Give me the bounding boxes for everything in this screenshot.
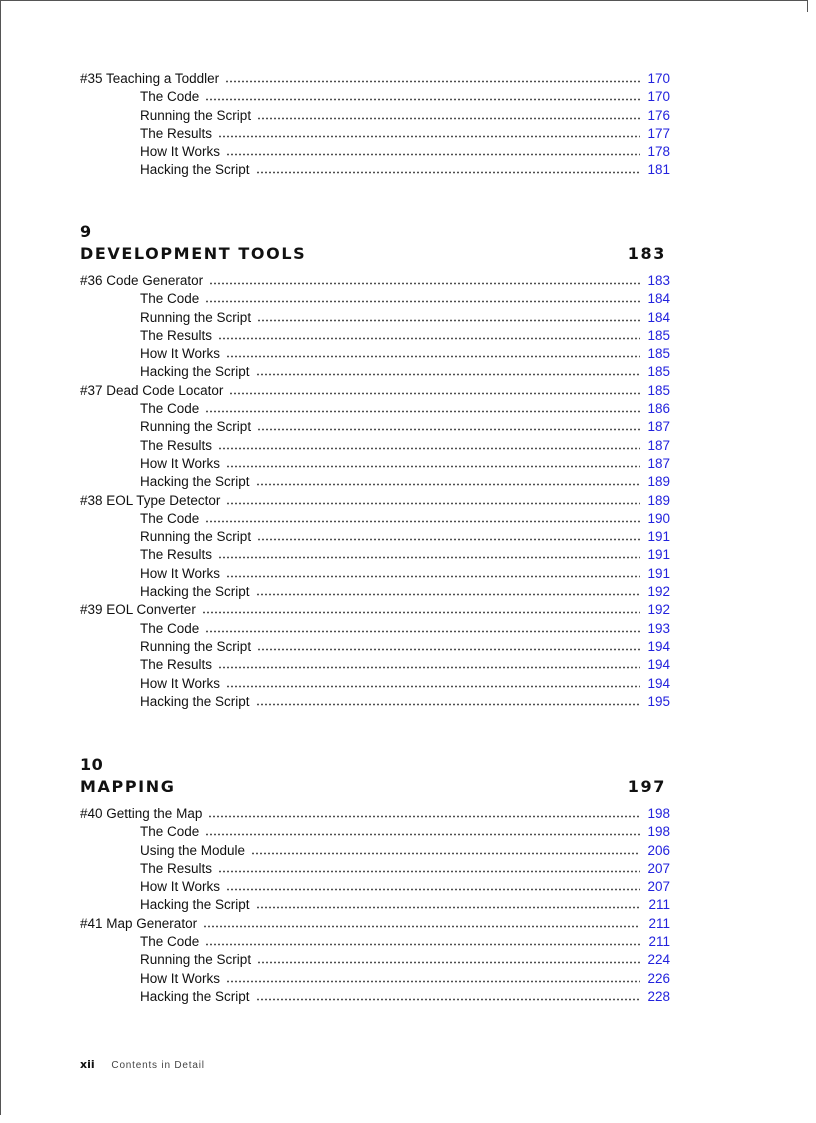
entry-title: The Results	[140, 125, 213, 141]
toc-subentry[interactable]	[80, 125, 670, 143]
entry-title: The Results	[140, 547, 213, 563]
entry-title: The Results	[140, 860, 213, 876]
toc-entry[interactable]	[80, 70, 670, 88]
chapter-entries	[80, 272, 670, 711]
entry-page-number: 211	[648, 915, 670, 931]
dot-leader	[257, 639, 640, 651]
dot-leader	[226, 676, 640, 688]
toc-entry[interactable]	[80, 601, 670, 619]
chapter-entries	[80, 805, 670, 1006]
entry-title: The Code	[140, 620, 200, 636]
entry-page-number: 177	[647, 125, 670, 141]
dot-leader	[226, 144, 640, 156]
chapter-section-10	[80, 755, 670, 1006]
entry-title: Running the Script	[140, 952, 252, 968]
toc-subentry[interactable]	[80, 473, 670, 491]
toc-subentry[interactable]	[80, 988, 670, 1006]
toc-subentry[interactable]	[80, 860, 670, 878]
entry-page-number: 207	[647, 879, 670, 895]
entry-title: How It Works	[140, 455, 221, 471]
toc-subentry[interactable]	[80, 418, 670, 436]
page-border-left	[0, 0, 1, 1115]
page-border-top	[0, 0, 808, 1]
entry-page-number: 226	[647, 970, 670, 986]
toc-subentry[interactable]	[80, 546, 670, 564]
toc-subentry[interactable]	[80, 933, 670, 951]
dot-leader	[226, 346, 640, 358]
entry-title: Hacking the Script	[140, 364, 250, 380]
dot-leader	[202, 602, 640, 614]
entry-title: Running the Script	[140, 529, 252, 545]
page-footer	[80, 1058, 205, 1071]
dot-leader	[226, 456, 640, 468]
toc-subentry[interactable]	[80, 455, 670, 473]
toc-subentry[interactable]	[80, 345, 670, 363]
entry-title: Running the Script	[140, 107, 252, 123]
entry-page-number: 198	[647, 806, 670, 821]
dot-leader	[205, 824, 640, 836]
entry-page-number: 187	[647, 455, 670, 471]
toc-subentry[interactable]	[80, 565, 670, 583]
entry-title: Running the Script	[140, 309, 252, 325]
entry-page-number: 187	[647, 437, 670, 453]
dot-leader	[256, 474, 640, 486]
dot-leader	[226, 493, 640, 505]
entry-page-number: 183	[647, 273, 670, 288]
chapter-page-number: 183	[627, 244, 666, 263]
dot-leader	[257, 952, 640, 964]
entry-page-number: 186	[647, 401, 670, 417]
entry-title: #39 EOL Converter	[80, 602, 196, 618]
entry-page-number: 194	[647, 657, 670, 673]
dot-leader	[226, 971, 640, 983]
entry-page-number: 184	[647, 291, 670, 307]
page-border-right	[807, 0, 808, 12]
toc-subentry[interactable]	[80, 363, 670, 381]
entry-page-number: 211	[648, 897, 670, 913]
chapter-heading[interactable]	[80, 775, 670, 799]
toc-subentry[interactable]	[80, 638, 670, 656]
entry-title: Using the Module	[140, 842, 246, 858]
dot-leader	[205, 401, 640, 413]
entry-page-number: 185	[647, 346, 670, 362]
entry-page-number: 224	[647, 952, 670, 968]
dot-leader	[208, 806, 640, 818]
dot-leader	[256, 897, 640, 909]
entry-title: #40 Getting the Map	[80, 806, 203, 821]
entry-page-number: 189	[647, 474, 670, 490]
toc-subentry[interactable]	[80, 143, 670, 161]
dot-leader	[225, 71, 640, 83]
toc-subentry[interactable]	[80, 823, 670, 841]
dot-leader	[229, 383, 640, 395]
entry-title: The Results	[140, 437, 213, 453]
dot-leader	[218, 328, 640, 340]
dot-leader	[205, 291, 640, 303]
entry-title: Hacking the Script	[140, 162, 250, 178]
entry-title: The Code	[140, 89, 200, 105]
toc-subentry[interactable]	[80, 327, 670, 345]
dot-leader	[256, 364, 640, 376]
toc-entry[interactable]	[80, 492, 670, 510]
entry-title: Running the Script	[140, 638, 252, 654]
entry-title: The Code	[140, 401, 200, 417]
dot-leader	[209, 273, 640, 285]
dot-leader	[251, 843, 640, 855]
toc-subentry[interactable]	[80, 896, 670, 914]
entry-page-number: 185	[647, 382, 670, 398]
entry-title: The Code	[140, 291, 200, 307]
toc-subentry[interactable]	[80, 528, 670, 546]
toc-subentry[interactable]	[80, 400, 670, 418]
dot-leader	[218, 547, 640, 559]
entry-page-number: 187	[647, 419, 670, 435]
entry-page-number: 181	[647, 162, 670, 178]
entry-page-number: 170	[647, 71, 670, 86]
entry-page-number: 185	[647, 327, 670, 343]
entry-page-number: 194	[647, 675, 670, 691]
toc-subentry[interactable]	[80, 878, 670, 896]
dot-leader	[226, 879, 640, 891]
entry-page-number: 193	[647, 620, 670, 636]
toc-subentry[interactable]	[80, 675, 670, 693]
entry-page-number: 192	[647, 584, 670, 600]
entry-title: How It Works	[140, 565, 221, 581]
entry-page-number: 206	[647, 842, 670, 858]
entry-title: How It Works	[140, 879, 221, 895]
toc-subentry[interactable]	[80, 970, 670, 988]
toc-subentry[interactable]	[80, 693, 670, 711]
toc-entry[interactable]	[80, 382, 670, 400]
entry-title: The Code	[140, 510, 200, 526]
entry-title: The Results	[140, 327, 213, 343]
running-title: Contents in Detail	[111, 1060, 205, 1071]
entry-title: Hacking the Script	[140, 584, 250, 600]
toc-entry[interactable]	[80, 805, 670, 823]
entry-title: #35 Teaching a Toddler	[80, 71, 220, 86]
entry-title: The Results	[140, 657, 213, 673]
entry-page-number: 192	[647, 602, 670, 618]
chapter-number: 10	[80, 755, 104, 774]
entry-page-number: 178	[647, 144, 670, 160]
entry-title: How It Works	[140, 346, 221, 362]
toc-subentry[interactable]	[80, 510, 670, 528]
dot-leader	[256, 989, 640, 1001]
dot-leader	[256, 584, 640, 596]
entry-page-number: 190	[647, 510, 670, 526]
dot-leader	[256, 694, 640, 706]
toc-subentry[interactable]	[80, 309, 670, 327]
toc-subentry[interactable]	[80, 437, 670, 455]
entry-page-number: 189	[647, 492, 670, 508]
dot-leader	[218, 126, 640, 138]
entry-page-number: 176	[647, 107, 670, 123]
entry-title: How It Works	[140, 144, 221, 160]
chapter-title: MAPPING	[80, 777, 176, 796]
chapter-heading[interactable]	[80, 242, 670, 266]
chapter-section-9	[80, 222, 670, 711]
entry-page-number: 194	[647, 638, 670, 654]
entry-title: #37 Dead Code Locator	[80, 382, 224, 398]
dot-leader	[256, 162, 640, 174]
dot-leader	[203, 916, 640, 928]
entry-page-number: 170	[647, 89, 670, 105]
toc-subentry[interactable]	[80, 842, 670, 860]
toc-subentry[interactable]	[80, 583, 670, 601]
entry-page-number: 185	[647, 364, 670, 380]
toc-subentry[interactable]	[80, 951, 670, 969]
entry-title: Running the Script	[140, 419, 252, 435]
entry-page-number: 207	[647, 860, 670, 876]
entry-title: How It Works	[140, 675, 221, 691]
chapter-number: 9	[80, 222, 92, 241]
dot-leader	[257, 529, 640, 541]
dot-leader	[257, 419, 640, 431]
dot-leader	[205, 621, 640, 633]
entry-title: #41 Map Generator	[80, 915, 198, 931]
toc-subentry[interactable]	[80, 88, 670, 106]
toc-subentry[interactable]	[80, 107, 670, 125]
dot-leader	[205, 934, 640, 946]
entry-page-number: 191	[647, 529, 670, 545]
entry-title: Hacking the Script	[140, 988, 250, 1004]
entry-title: Hacking the Script	[140, 474, 250, 490]
entry-page-number: 184	[647, 309, 670, 325]
entry-title: The Code	[140, 824, 200, 840]
entry-title: Hacking the Script	[140, 693, 250, 709]
entry-title: #36 Code Generator	[80, 273, 204, 288]
entry-page-number: 198	[647, 824, 670, 840]
dot-leader	[218, 861, 640, 873]
toc-entry[interactable]	[80, 272, 670, 290]
page-folio: xii	[80, 1058, 95, 1071]
toc-continued-section	[80, 70, 670, 180]
chapter-title: DEVELOPMENT TOOLS	[80, 244, 307, 263]
entry-page-number: 191	[647, 547, 670, 563]
toc-entry[interactable]	[80, 915, 670, 933]
dot-leader	[205, 511, 640, 523]
entry-page-number: 191	[647, 565, 670, 581]
entry-page-number: 228	[647, 988, 670, 1004]
toc-subentry[interactable]	[80, 656, 670, 674]
dot-leader	[257, 108, 640, 120]
dot-leader	[218, 438, 640, 450]
dot-leader	[218, 657, 640, 669]
dot-leader	[226, 566, 640, 578]
dot-leader	[205, 89, 640, 101]
entry-title: How It Works	[140, 970, 221, 986]
entry-page-number: 211	[648, 934, 670, 950]
toc-subentry[interactable]	[80, 290, 670, 308]
toc-subentry[interactable]	[80, 620, 670, 638]
entry-title: #38 EOL Type Detector	[80, 492, 221, 508]
entry-title: Hacking the Script	[140, 897, 250, 913]
chapter-page-number: 197	[627, 777, 666, 796]
toc-subentry[interactable]	[80, 161, 670, 179]
dot-leader	[257, 310, 640, 322]
entry-title: The Code	[140, 934, 200, 950]
entry-page-number: 195	[647, 693, 670, 709]
